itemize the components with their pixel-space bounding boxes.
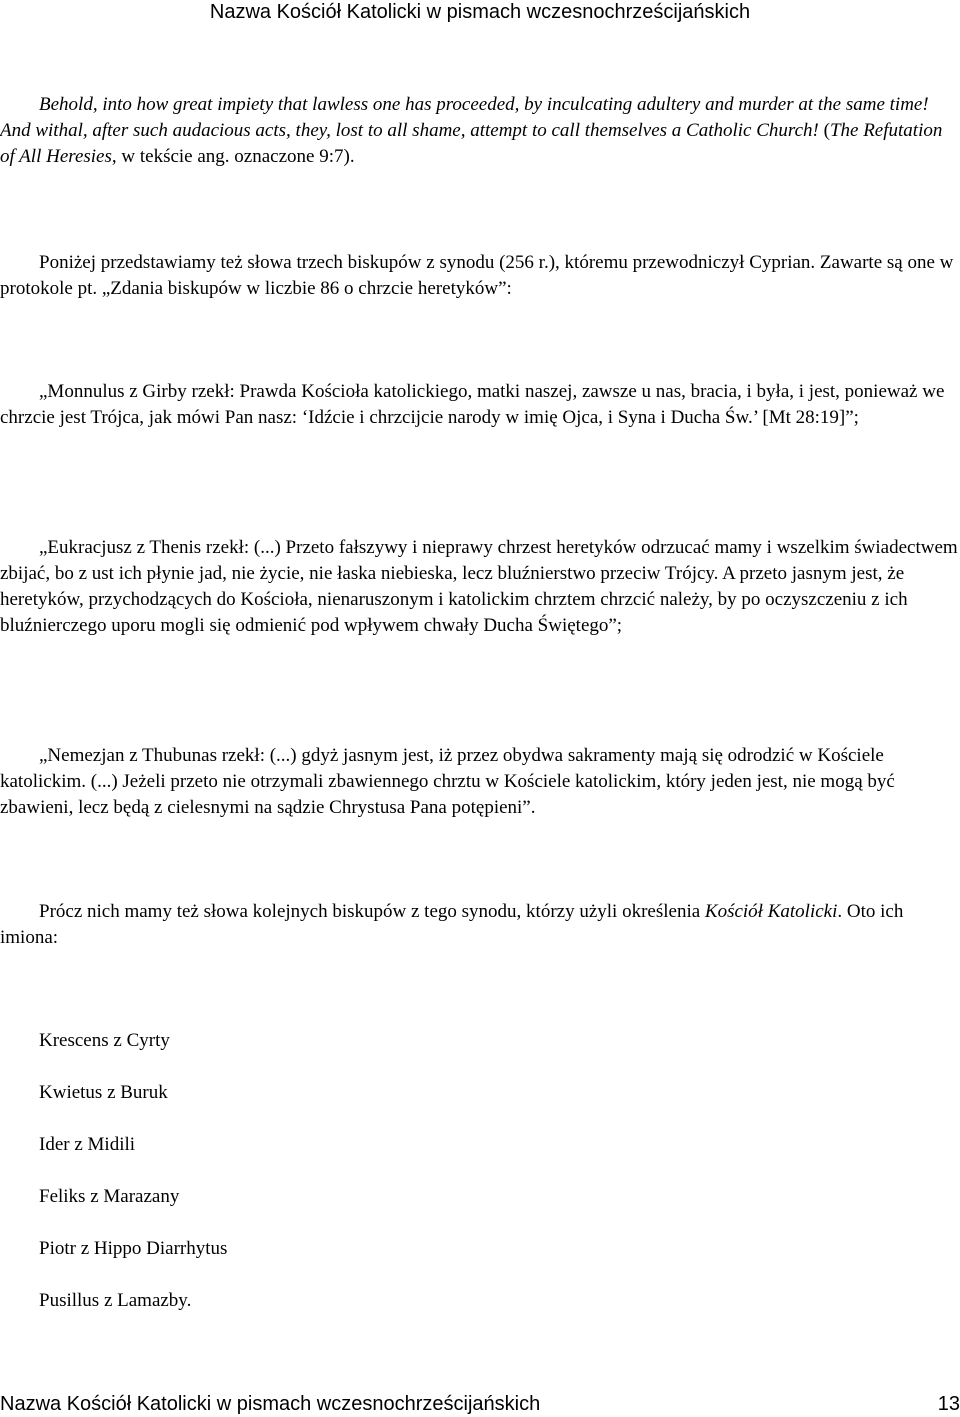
other-bishops-text-after: . Oto ich imiona:: [0, 901, 904, 948]
quote-source-title: The Refutation of All Heresies: [0, 120, 943, 167]
bishop-list-item: Pusillus z Lamazby.: [39, 1290, 192, 1311]
english-quote-text: Behold, into how great impiety that lawless one has proceeded, by inculcating adultery and murder at the same time! And withal, after such audacious acts, they, lost to all shame, attempt to call themselves a Catholic Church!: [0, 94, 929, 141]
monnulus-paragraph: „Monnulus z Girby rzekł: Prawda Kościoła katolickiego, matki naszej, zawsze u nas, bracia, i była, i jest, ponieważ we chrzcie jest Trójca, jak mówi Pan nasz: ‘Idźcie i chrzcijcie narody w imię Ojca, i Syna i Ducha Św.’ [Mt 28:19]”;: [0, 381, 945, 428]
page-number: 13: [937, 1393, 960, 1415]
footer-title: Nazwa Kościół Katolicki w pismach wczesnochrześcijańskich: [0, 1393, 541, 1415]
bishop-list-item: Piotr z Hippo Diarrhytus: [39, 1238, 228, 1259]
page-header: [0, 0, 960, 24]
intro-paragraph: Poniżej przedstawiamy też słowa trzech biskupów z synodu (256 r.), któremu przewodniczył Cyprian. Zawarte są one w protokole pt. „Zdania biskupów w liczbie 86 o chrzcie heretyków”:: [0, 252, 954, 299]
header-title: Nazwa Kościół Katolicki w pismach wczesnochrześcijańskich: [209, 1, 751, 23]
other-bishops-text-before: Prócz nich mamy też słowa kolejnych biskupów z tego synodu, którzy użyli określenia: [39, 901, 705, 922]
page-footer: [0, 1391, 960, 1417]
bishop-list-item: Kwietus z Buruk: [39, 1082, 168, 1103]
nemezjan-paragraph: „Nemezjan z Thubunas rzekł: (...) gdyż jasnym jest, iż przez obydwa sakramenty mają się odrodzić w Kościele katolickim. (...) Jeżeli przeto nie otrzymali zbawiennego chrztu w Kościele katolickim, który jeden jest, nie mogą być zbawieni, lecz będą z cielesnymi na sądzie Chrystusa Pana potępieni”.: [0, 745, 895, 818]
quote-source-rest: , w tekście ang. oznaczone 9:7).: [111, 146, 355, 167]
quote-paren-open: (: [818, 120, 830, 141]
bishop-list-item: Ider z Midili: [39, 1134, 136, 1155]
other-bishops-term: Kościół Katolicki: [704, 901, 838, 922]
other-bishops-paragraph: [0, 899, 960, 951]
english-quote-paragraph: [0, 92, 960, 170]
bishop-list-item: Feliks z Marazany: [39, 1186, 180, 1207]
bishop-list-item: Krescens z Cyrty: [39, 1030, 170, 1051]
eukracjusz-paragraph: „Eukracjusz z Thenis rzekł: (...) Przeto fałszywy i nieprawy chrzest heretyków odrzucać mamy i wszelkim świadectwem zbijać, bo z ust ich płynie jad, nie życie, nie łaska niebieska, lecz bluźnierstwo przeciw Trójcy. A przeto jasnym jest, że heretyków, przychodzących do Kościoła, nienaruszonym i katolickim chrztem chrzcić należy, by po oczyszczeniu z ich bluźnierczego uporu mogli się odmienić pod wpływem chwały Ducha Świętego”;: [0, 537, 958, 636]
